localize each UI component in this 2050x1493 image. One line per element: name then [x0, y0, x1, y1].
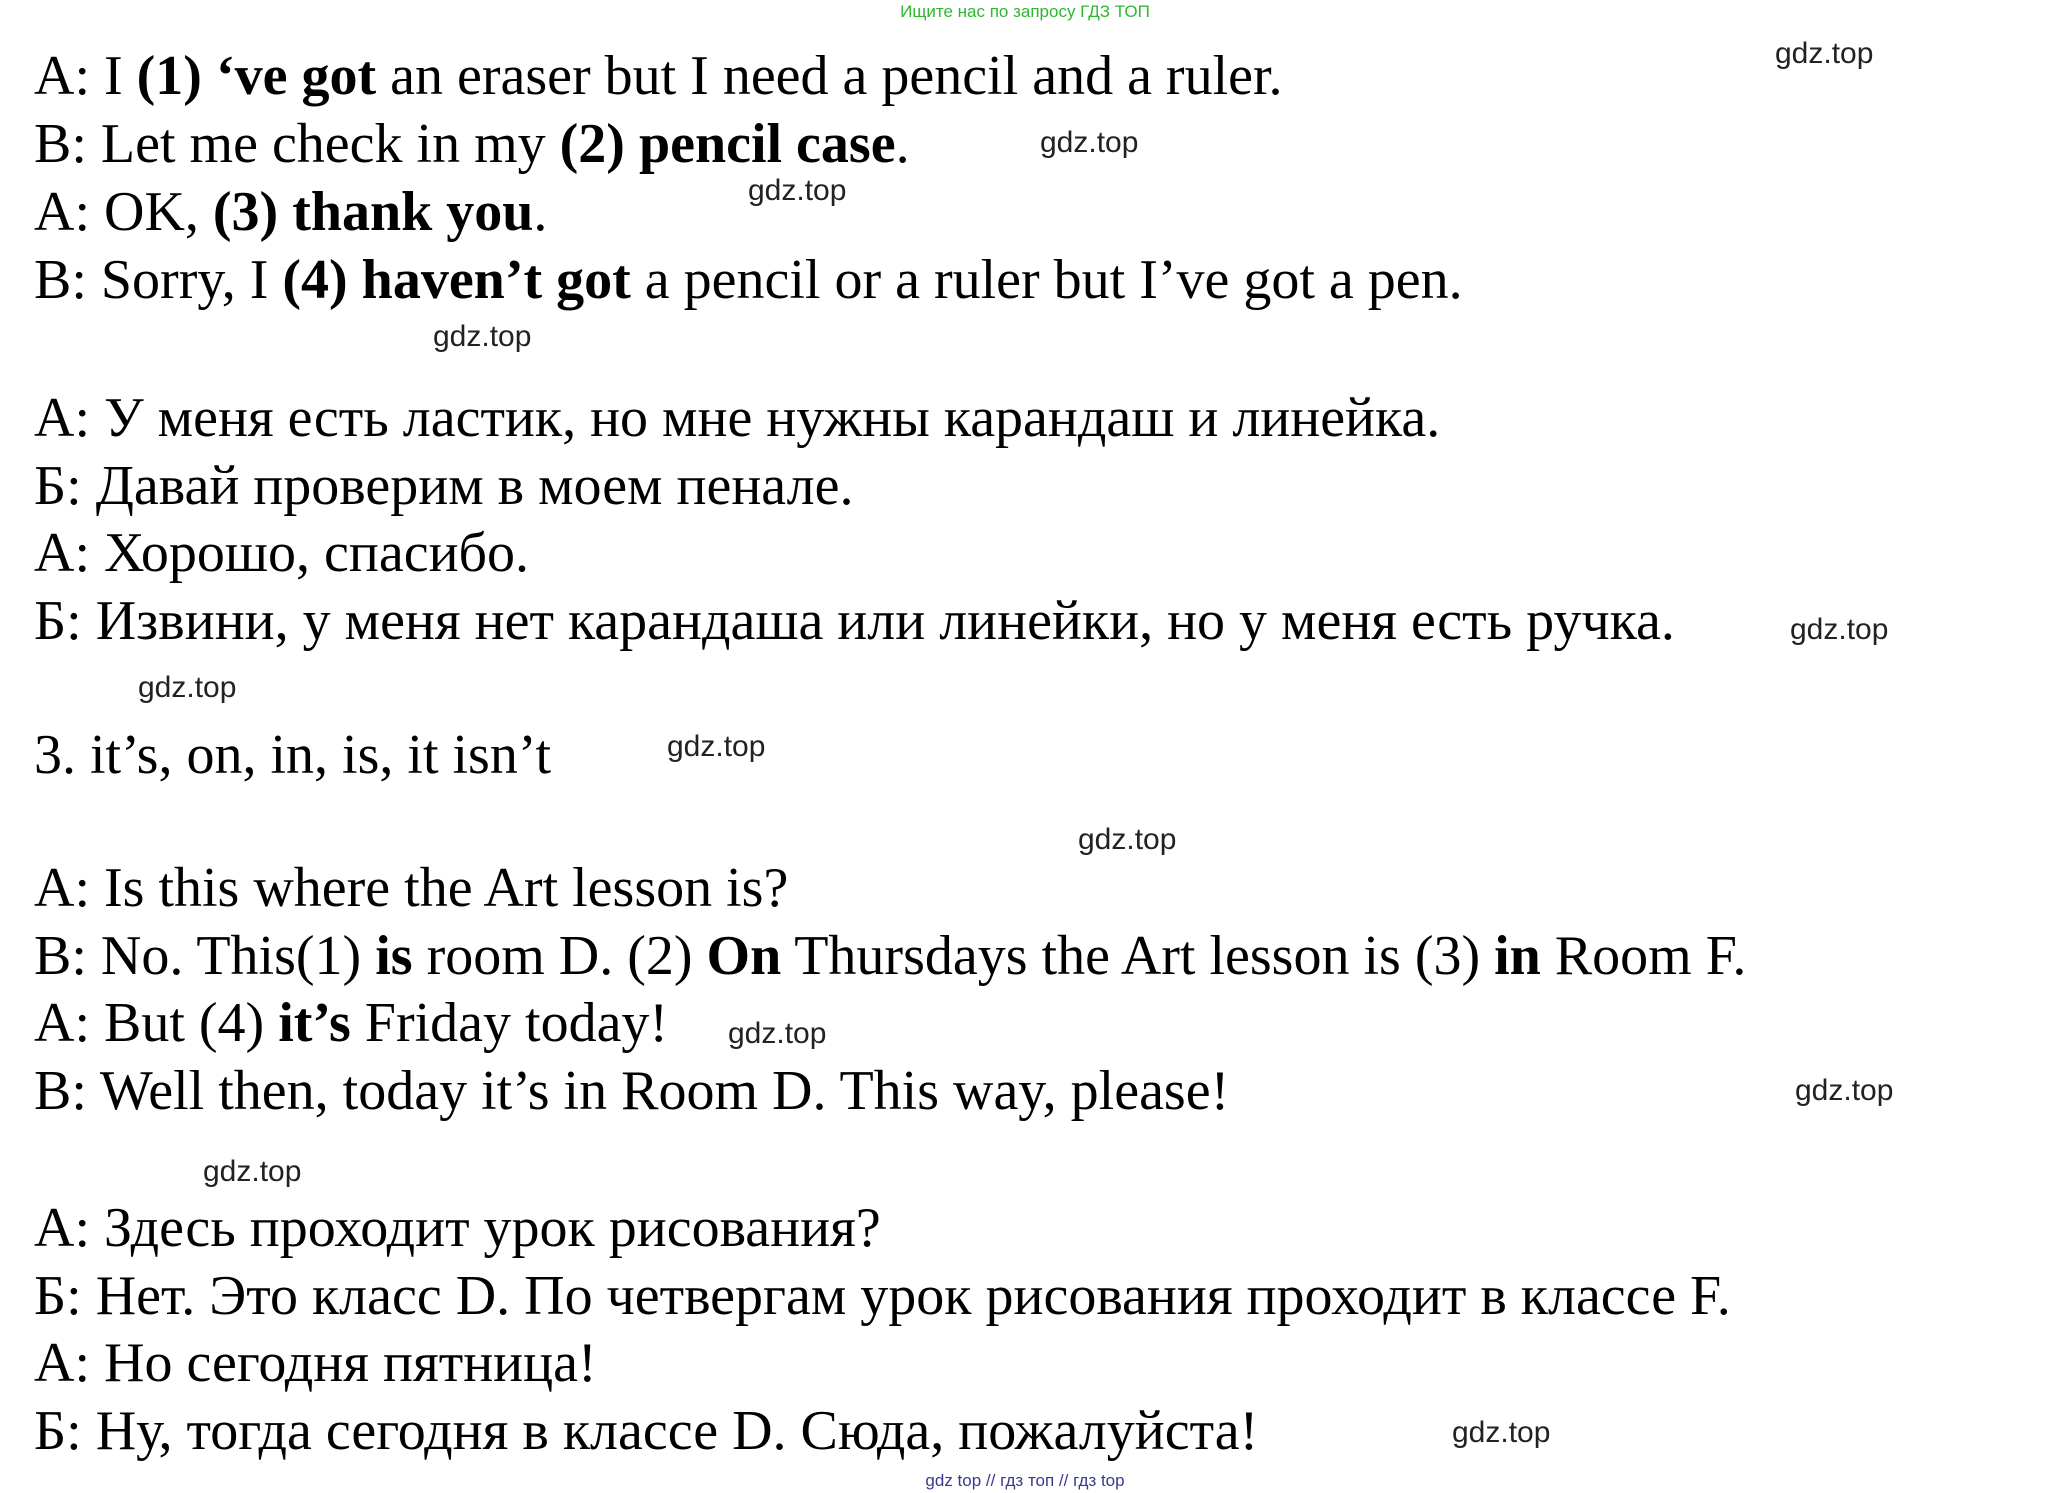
- dialog2-ru-line4: Б: Ну, тогда сегодня в классе D. Сюда, пожалуйста!: [34, 1400, 1259, 1462]
- watermark: gdz.top: [1795, 1074, 1894, 1107]
- watermark: gdz.top: [138, 671, 237, 704]
- dialog1-ru-line1: А: У меня есть ластик, но мне нужны карандаш и линейка.: [34, 387, 1441, 449]
- watermark: gdz.top: [1775, 37, 1874, 70]
- dialog1-en-line4: B: Sorry, I (4) haven’t got a pencil or a ruler but I’ve got a pen.: [34, 249, 1463, 311]
- exercise3-answer: 3. it’s, on, in, is, it isn’t: [34, 724, 552, 786]
- dialog1-en-line1: A: I (1) ‘ve got an eraser but I need a pencil and a ruler.: [34, 45, 1283, 107]
- dialog1-en-line2: B: Let me check in my (2) pencil case.: [34, 113, 910, 175]
- dialog2-en-line1: A: Is this where the Art lesson is?: [34, 857, 789, 919]
- dialog1-en-line3: A: OK, (3) thank you.: [34, 181, 548, 243]
- dialog1-ru-line4: Б: Извини, у меня нет карандаша или линейки, но у меня есть ручка.: [34, 590, 1675, 652]
- dialog2-ru-line2: Б: Нет. Это класс D. По четвергам урок рисования проходит в классе F.: [34, 1265, 1731, 1327]
- dialog2-en-line4: B: Well then, today it’s in Room D. This way, please!: [34, 1060, 1230, 1122]
- watermark: gdz.top: [433, 320, 532, 353]
- dialog1-ru-line2: Б: Давай проверим в моем пенале.: [34, 455, 854, 517]
- watermark: gdz.top: [1790, 613, 1889, 646]
- dialog2-en-line3: A: But (4) it’s Friday today!: [34, 992, 669, 1054]
- header-banner[interactable]: Ищите нас по запросу ГДЗ ТОП: [900, 2, 1150, 21]
- watermark: gdz.top: [728, 1017, 827, 1050]
- dialog2-en-line2: B: No. This(1) is room D. (2) On Thursdays the Art lesson is (3) in Room F.: [34, 925, 1747, 987]
- watermark: gdz.top: [1078, 823, 1177, 856]
- footer-banner[interactable]: gdz top // гдз топ // гдз top: [925, 1471, 1125, 1490]
- dialog1-ru-line3: А: Хорошо, спасибо.: [34, 522, 530, 584]
- watermark: gdz.top: [667, 730, 766, 763]
- watermark: gdz.top: [1452, 1416, 1551, 1449]
- watermark: gdz.top: [203, 1155, 302, 1188]
- dialog2-ru-line3: А: Но сегодня пятница!: [34, 1332, 597, 1394]
- dialog2-ru-line1: А: Здесь проходит урок рисования?: [34, 1197, 881, 1259]
- watermark: gdz.top: [748, 174, 847, 207]
- watermark: gdz.top: [1040, 126, 1139, 159]
